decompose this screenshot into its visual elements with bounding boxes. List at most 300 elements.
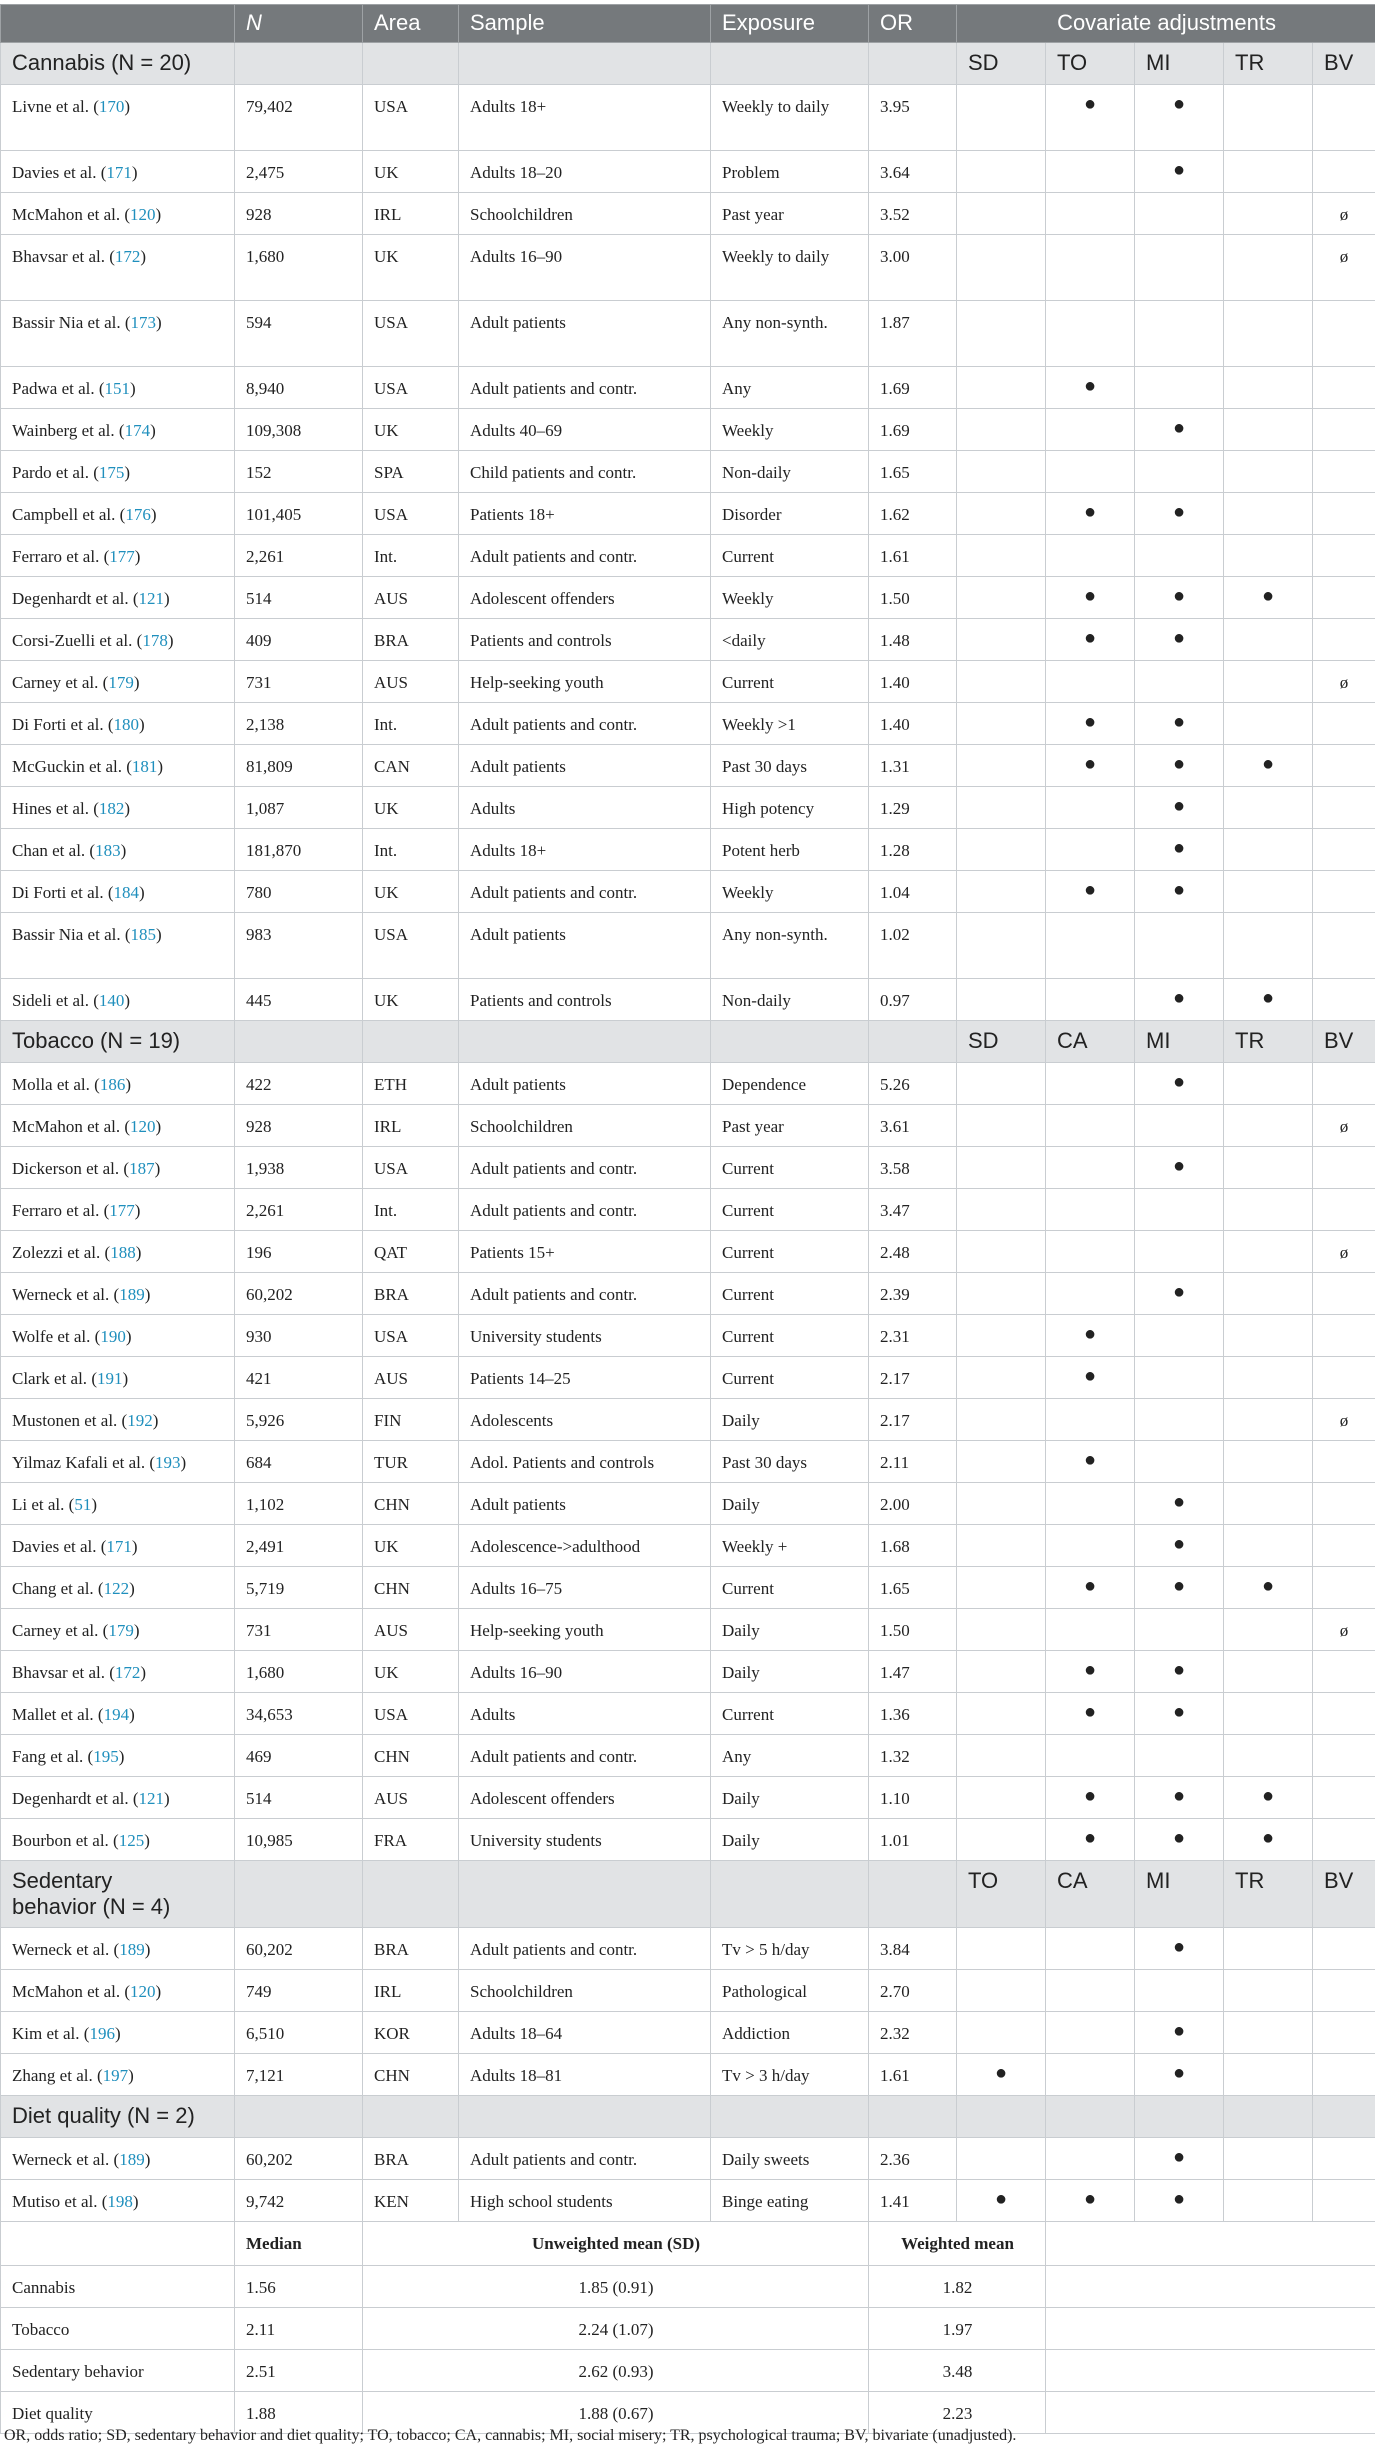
summary-median: 1.56	[235, 2266, 363, 2308]
study-author	[1, 979, 235, 1021]
summary-label: Tobacco	[1, 2308, 235, 2350]
covariate-cell	[1224, 85, 1313, 151]
covariate-cell	[1313, 1819, 1375, 1861]
covariate-cell	[1046, 2054, 1135, 2096]
section-title: Tobacco (N = 19)	[1, 1021, 235, 1063]
covariate-cell	[957, 829, 1046, 871]
bivariate-mark: ø	[1313, 1105, 1375, 1147]
reference-link[interactable]: 179	[108, 1621, 134, 1640]
area: USA	[363, 1147, 459, 1189]
reference-link[interactable]: 140	[98, 991, 125, 1010]
reference-link[interactable]: 178	[142, 631, 168, 650]
study-author	[1, 829, 235, 871]
area: UK	[363, 979, 459, 1021]
exposure: Past 30 days	[711, 745, 869, 787]
reference-link[interactable]: 193	[155, 1453, 181, 1472]
reference-link[interactable]: 171	[106, 163, 132, 182]
exposure: Any non-synth.	[711, 913, 869, 979]
sample: Adults	[459, 1693, 711, 1735]
covariate-cell	[1224, 2180, 1313, 2222]
sample: Adult patients	[459, 301, 711, 367]
author-name: Werneck et al.	[12, 1285, 110, 1304]
study-author	[1, 1483, 235, 1525]
covariate-cell	[1313, 1970, 1375, 2012]
sample-size: 2,491	[235, 1525, 363, 1567]
ref-open: (	[100, 1243, 111, 1262]
covariate-cell	[1313, 1525, 1375, 1567]
reference-link[interactable]: 197	[102, 2066, 129, 2085]
covariate-cell	[1046, 193, 1135, 235]
covariate-header: CA	[1046, 1861, 1135, 1928]
study-author	[1, 367, 235, 409]
study-author	[1, 1567, 235, 1609]
study-author	[1, 493, 235, 535]
summary-label: Sedentary behavior	[1, 2350, 235, 2392]
table-row	[1, 2054, 1375, 2096]
reference-link[interactable]: 51	[74, 1495, 92, 1514]
reference-link[interactable]: 185	[130, 925, 157, 944]
author-name: Yilmaz Kafali et al.	[12, 1453, 146, 1472]
exposure: Any non-synth.	[711, 301, 869, 367]
author-name: Padwa et al.	[12, 379, 95, 398]
exposure: <daily	[711, 619, 869, 661]
author-name: McMahon et al.	[12, 1117, 121, 1136]
covariate-cell	[1313, 1777, 1375, 1819]
reference-link[interactable]: 121	[138, 1789, 165, 1808]
odds-ratio: 2.36	[869, 2138, 957, 2180]
section-title: Cannabis (N = 20)	[1, 43, 235, 85]
covariate-cell	[1135, 1357, 1224, 1399]
covariate-cell	[1313, 1273, 1375, 1315]
summary-weighted: 1.97	[869, 2308, 1046, 2350]
ref-close: )	[134, 547, 141, 566]
covariate-cell	[1046, 151, 1135, 193]
table-row	[1, 301, 1375, 367]
sample-size: 152	[235, 451, 363, 493]
covariate-header: BV	[1313, 43, 1375, 85]
covariate-cell	[1313, 1315, 1375, 1357]
adjusted-dot-icon: ●	[1046, 1693, 1135, 1735]
sample-size: 514	[235, 577, 363, 619]
ref-open: (	[145, 1453, 156, 1472]
section-blank	[235, 2096, 363, 2138]
covariate-cell	[1224, 2138, 1313, 2180]
area: USA	[363, 493, 459, 535]
covariate-cell	[1313, 577, 1375, 619]
odds-ratio: 2.11	[869, 1441, 957, 1483]
covariate-cell	[1313, 787, 1375, 829]
ref-open: (	[128, 1789, 139, 1808]
reference-link[interactable]: 191	[96, 1369, 123, 1388]
reference-link[interactable]: 183	[95, 841, 121, 860]
area: BRA	[363, 619, 459, 661]
covariate-cell	[1046, 787, 1135, 829]
adjusted-dot-icon: ●	[1135, 493, 1224, 535]
reference-link[interactable]: 174	[124, 421, 151, 440]
table-row	[1, 1399, 1375, 1441]
exposure: Weekly to daily	[711, 85, 869, 151]
odds-ratio: 1.69	[869, 409, 957, 451]
sample-size: 5,926	[235, 1399, 363, 1441]
reference-link[interactable]: 198	[107, 2192, 133, 2211]
study-author	[1, 2012, 235, 2054]
covariate-cell	[957, 235, 1046, 301]
sample: Adult patients and contr.	[459, 1147, 711, 1189]
adjusted-dot-icon: ●	[1135, 1567, 1224, 1609]
covariate-cell	[957, 493, 1046, 535]
adjusted-dot-icon: ●	[1135, 2138, 1224, 2180]
covariate-header-empty	[957, 2096, 1046, 2138]
covariate-cell	[1313, 1651, 1375, 1693]
exposure: Any	[711, 367, 869, 409]
table-row	[1, 1609, 1375, 1651]
ref-open: (	[114, 421, 125, 440]
covariate-cell	[1313, 703, 1375, 745]
reference-link[interactable]: 190	[100, 1327, 126, 1346]
odds-ratio: 1.32	[869, 1735, 957, 1777]
reference-link[interactable]: 182	[98, 799, 125, 818]
reference-link[interactable]: 176	[125, 505, 151, 524]
area: KEN	[363, 2180, 459, 2222]
covariate-cell	[1224, 193, 1313, 235]
area: AUS	[363, 1357, 459, 1399]
covariate-cell	[1046, 301, 1135, 367]
table-row	[1, 193, 1375, 235]
adjusted-dot-icon: ●	[1046, 85, 1135, 151]
covariate-cell	[1046, 1231, 1135, 1273]
covariate-cell	[1135, 661, 1224, 703]
adjusted-dot-icon: ●	[1046, 1651, 1135, 1693]
study-author	[1, 1273, 235, 1315]
covariate-cell	[1313, 301, 1375, 367]
author-name: Campbell et al.	[12, 505, 116, 524]
covariate-cell	[1224, 235, 1313, 301]
table-row	[1, 1693, 1375, 1735]
sample: Patients 18+	[459, 493, 711, 535]
ref-open: (	[128, 589, 139, 608]
ref-open: (	[108, 1831, 119, 1850]
covariate-header: TR	[1224, 1861, 1313, 1928]
bivariate-mark: ø	[1313, 235, 1375, 301]
table-wrapper	[0, 4, 1375, 2434]
covariate-cell	[1224, 535, 1313, 577]
sample: Adult patients	[459, 745, 711, 787]
ref-open: (	[109, 1940, 120, 1959]
area: UK	[363, 409, 459, 451]
section-blank	[363, 43, 459, 85]
section-blank	[363, 1861, 459, 1928]
study-author	[1, 1525, 235, 1567]
sample: Adults 18+	[459, 829, 711, 871]
covariate-cell	[1046, 235, 1135, 301]
reference-link[interactable]: 195	[93, 1747, 119, 1766]
section-header-row	[1, 43, 1375, 85]
sample-size: 60,202	[235, 2138, 363, 2180]
covariate-cell	[1135, 1105, 1224, 1147]
reference-link[interactable]: 196	[89, 2024, 115, 2043]
author-name: Sideli et al.	[12, 991, 89, 1010]
summary-median: 2.51	[235, 2350, 363, 2392]
covariate-cell	[1224, 1189, 1313, 1231]
ref-open: (	[98, 1621, 109, 1640]
covariate-cell	[957, 1735, 1046, 1777]
author-name: Bhavsar et al.	[12, 1663, 105, 1682]
adjusted-dot-icon: ●	[1046, 1777, 1135, 1819]
covariate-header: SD	[957, 43, 1046, 85]
study-author	[1, 2180, 235, 2222]
exposure: Tv > 3 h/day	[711, 2054, 869, 2096]
table-row	[1, 979, 1375, 1021]
reference-link[interactable]: 180	[113, 715, 140, 734]
sample: Adult patients and contr.	[459, 535, 711, 577]
study-author	[1, 787, 235, 829]
adjusted-dot-icon: ●	[1046, 703, 1135, 745]
adjusted-dot-icon: ●	[1046, 1441, 1135, 1483]
covariate-cell	[1135, 193, 1224, 235]
covariate-cell	[1046, 1970, 1135, 2012]
covariate-cell	[1046, 1273, 1135, 1315]
sample-size: 1,102	[235, 1483, 363, 1525]
reference-link[interactable]: 121	[138, 589, 165, 608]
reference-link[interactable]: 125	[118, 1831, 145, 1850]
covariate-cell	[957, 1928, 1046, 1970]
table-row	[1, 577, 1375, 619]
study-author	[1, 535, 235, 577]
section-blank	[363, 2096, 459, 2138]
reference-link[interactable]: 122	[103, 1579, 130, 1598]
author-name: Werneck et al.	[12, 1940, 110, 1959]
exposure: Tv > 5 h/day	[711, 1928, 869, 1970]
table-row	[1, 1525, 1375, 1567]
study-author	[1, 235, 235, 301]
covariate-header: MI	[1135, 43, 1224, 85]
covariate-cell	[957, 1441, 1046, 1483]
reference-link[interactable]: 177	[109, 547, 135, 566]
section-title: Diet quality (N = 2)	[1, 2096, 235, 2138]
study-author	[1, 1819, 235, 1861]
header-exposure: Exposure	[711, 5, 869, 43]
covariate-cell	[1224, 1609, 1313, 1651]
reference-link[interactable]: 151	[104, 379, 131, 398]
ref-open: (	[117, 1411, 128, 1430]
exposure: Non-daily	[711, 979, 869, 1021]
adjusted-dot-icon: ●	[1046, 1567, 1135, 1609]
study-author	[1, 1693, 235, 1735]
ref-open: (	[88, 799, 99, 818]
reference-link[interactable]: 189	[119, 1285, 145, 1304]
reference-link[interactable]: 120	[130, 205, 156, 224]
section-title-line1: Sedentary	[12, 1868, 113, 1893]
author-name: Bassir Nia et al.	[12, 925, 121, 944]
author-name: Bhavsar et al.	[12, 247, 105, 266]
study-author	[1, 1063, 235, 1105]
or-table	[0, 4, 1375, 2434]
section-blank	[869, 43, 957, 85]
exposure: Disorder	[711, 493, 869, 535]
covariate-cell	[1224, 1315, 1313, 1357]
covariate-cell	[1046, 1105, 1135, 1147]
study-author	[1, 745, 235, 787]
area: FIN	[363, 1399, 459, 1441]
study-author	[1, 1357, 235, 1399]
covariate-cell	[1313, 535, 1375, 577]
reference-link[interactable]: 187	[129, 1159, 155, 1178]
covariate-cell	[1135, 913, 1224, 979]
covariate-cell	[957, 193, 1046, 235]
covariate-cell	[1046, 1525, 1135, 1567]
covariate-cell	[1135, 1441, 1224, 1483]
summary-header-weighted: Weighted mean	[869, 2222, 1046, 2266]
covariate-cell	[1313, 745, 1375, 787]
area: BRA	[363, 1273, 459, 1315]
summary-header-median: Median	[235, 2222, 363, 2266]
covariate-cell	[957, 1693, 1046, 1735]
ref-open: (	[93, 1705, 104, 1724]
area: CHN	[363, 1735, 459, 1777]
covariate-cell	[1046, 535, 1135, 577]
table-row	[1, 619, 1375, 661]
reference-link[interactable]: 194	[103, 1705, 130, 1724]
exposure: Pathological	[711, 1970, 869, 2012]
reference-link[interactable]: 179	[108, 673, 134, 692]
table-row	[1, 871, 1375, 913]
covariate-cell	[957, 367, 1046, 409]
reference-link[interactable]: 173	[130, 313, 157, 332]
covariate-cell	[1224, 703, 1313, 745]
study-author	[1, 871, 235, 913]
covariate-cell	[1313, 913, 1375, 979]
author-name: McMahon et al.	[12, 205, 121, 224]
covariate-cell	[957, 577, 1046, 619]
summary-row	[1, 2350, 1375, 2392]
sample-size: 34,653	[235, 1693, 363, 1735]
sample: Patients and controls	[459, 619, 711, 661]
covariate-cell	[1224, 1231, 1313, 1273]
covariate-cell	[1046, 1063, 1135, 1105]
covariate-cell	[1224, 1970, 1313, 2012]
study-author	[1, 1441, 235, 1483]
author-name: Carney et al.	[12, 673, 99, 692]
covariate-cell	[1224, 1525, 1313, 1567]
ref-close: )	[124, 97, 131, 116]
study-author	[1, 1399, 235, 1441]
covariate-cell	[957, 301, 1046, 367]
reference-link[interactable]: 172	[114, 247, 141, 266]
covariate-cell	[1224, 1651, 1313, 1693]
sample-size: 7,121	[235, 2054, 363, 2096]
reference-link[interactable]: 175	[98, 463, 125, 482]
exposure: Current	[711, 1567, 869, 1609]
area: FRA	[363, 1819, 459, 1861]
ref-close: )	[120, 841, 127, 860]
reference-link[interactable]: 192	[127, 1411, 153, 1430]
ref-close: )	[167, 631, 174, 650]
covariate-cell	[1224, 301, 1313, 367]
covariate-cell	[1224, 367, 1313, 409]
covariate-cell	[957, 1231, 1046, 1273]
area: CHN	[363, 1483, 459, 1525]
exposure: Addiction	[711, 2012, 869, 2054]
area: BRA	[363, 2138, 459, 2180]
reference-link[interactable]: 181	[131, 757, 158, 776]
study-author	[1, 1147, 235, 1189]
adjusted-dot-icon: ●	[1135, 1063, 1224, 1105]
sample: Patients 15+	[459, 1231, 711, 1273]
reference-link[interactable]: 120	[130, 1982, 156, 2001]
reference-link[interactable]: 170	[98, 97, 125, 116]
area: UK	[363, 1651, 459, 1693]
area: USA	[363, 301, 459, 367]
reference-link[interactable]: 186	[99, 1075, 126, 1094]
area: USA	[363, 85, 459, 151]
author-name: Molla et al.	[12, 1075, 90, 1094]
exposure: Problem	[711, 151, 869, 193]
reference-link[interactable]: 189	[119, 1940, 145, 1959]
ref-open: (	[120, 205, 131, 224]
covariate-header: CA	[1046, 1021, 1135, 1063]
exposure: Dependence	[711, 1063, 869, 1105]
odds-ratio: 1.61	[869, 535, 957, 577]
section-blank	[711, 2096, 869, 2138]
odds-ratio: 3.61	[869, 1105, 957, 1147]
reference-link[interactable]: 177	[109, 1201, 135, 1220]
reference-link[interactable]: 120	[130, 1117, 156, 1136]
reference-link[interactable]: 188	[110, 1243, 136, 1262]
section-title	[1, 1861, 235, 1928]
reference-link[interactable]: 171	[106, 1537, 132, 1556]
covariate-cell	[1313, 85, 1375, 151]
area: IRL	[363, 1970, 459, 2012]
exposure: Current	[711, 1693, 869, 1735]
adjusted-dot-icon: ●	[1046, 1819, 1135, 1861]
section-header-row	[1, 1021, 1375, 1063]
table-row	[1, 661, 1375, 703]
covariate-cell	[1135, 1735, 1224, 1777]
reference-link[interactable]: 189	[119, 2150, 145, 2169]
ref-close: )	[139, 883, 145, 902]
sample-size: 101,405	[235, 493, 363, 535]
reference-link[interactable]: 172	[114, 1663, 141, 1682]
author-name: Chan et al.	[12, 841, 86, 860]
odds-ratio: 1.28	[869, 829, 957, 871]
sample: Adult patients	[459, 1063, 711, 1105]
covariate-cell	[957, 151, 1046, 193]
ref-close: )	[122, 1369, 129, 1388]
author-name: Li et al.	[12, 1495, 65, 1514]
author-name: Ferraro et al.	[12, 1201, 100, 1220]
ref-open: (	[105, 247, 115, 266]
header-area: Area	[363, 5, 459, 43]
exposure: Current	[711, 535, 869, 577]
author-name: Dickerson et al.	[12, 1159, 120, 1178]
sample: Adult patients	[459, 1483, 711, 1525]
author-name: Hines et al.	[12, 799, 89, 818]
author-name: Carney et al.	[12, 1621, 99, 1640]
covariate-cell	[1046, 1483, 1135, 1525]
covariate-cell	[957, 1970, 1046, 2012]
ref-open: (	[119, 1159, 130, 1178]
covariate-header: BV	[1313, 1021, 1375, 1063]
adjusted-dot-icon: ●	[1135, 409, 1224, 451]
sample-size: 60,202	[235, 1928, 363, 1970]
odds-ratio: 1.65	[869, 1567, 957, 1609]
reference-link[interactable]: 184	[113, 883, 140, 902]
section-blank	[869, 2096, 957, 2138]
covariate-cell	[1135, 451, 1224, 493]
table-row	[1, 1063, 1375, 1105]
covariate-cell	[1046, 1147, 1135, 1189]
odds-ratio: 1.68	[869, 1525, 957, 1567]
